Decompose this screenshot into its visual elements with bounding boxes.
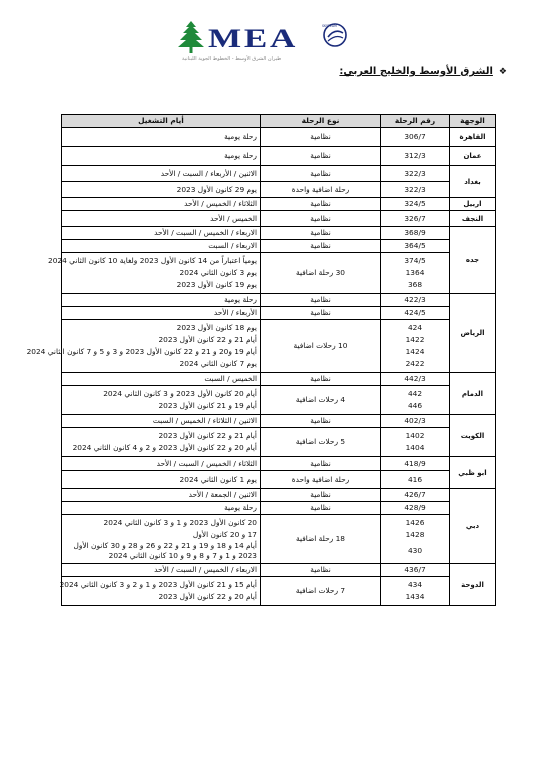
- operating-days-cell: الاثنين / الثلاثاء / الخميس / السبت: [62, 415, 261, 428]
- flight-number: 1364: [405, 268, 425, 277]
- flight-number-cell: [381, 577, 450, 606]
- flight-number-cell: [381, 253, 450, 294]
- operating-days-cell: [62, 515, 261, 564]
- operating-days-line: أيام 20 و 22 كانون الأول 2023: [158, 592, 257, 601]
- flight-type-cell: 10 رحلات اضافية: [261, 320, 381, 373]
- operating-days-cell: الأربعاء / الأحد: [62, 307, 261, 320]
- destination-cell: القاهرة: [450, 128, 496, 147]
- flight-number: 446: [407, 401, 423, 410]
- flight-type-cell: رحلة اضافية واحدة: [261, 471, 381, 489]
- skyteam-label: SKYTEAM: [322, 24, 337, 28]
- flight-type-cell: 7 رحلات اضافية: [261, 577, 381, 606]
- flight-type-cell: نظامية: [261, 457, 381, 471]
- destination-cell: دبي: [450, 489, 496, 564]
- operating-days-cell: يوم 1 كانون الثاني 2024: [62, 471, 261, 489]
- table-row: [62, 320, 496, 373]
- operating-days-line: أيام 19 و20 و 21 و 22 كانون الأول 2023 و 3 و 5 و 7 كانون الثاني 2024: [26, 347, 257, 356]
- table-row: [62, 373, 496, 386]
- flight-number-cell: 418/9: [381, 457, 450, 471]
- flight-number: 1402: [405, 431, 425, 440]
- flight-number-cell: [381, 428, 450, 457]
- flight-type-cell: نظامية: [261, 211, 381, 227]
- flight-type-cell: 4 رحلات اضافية: [261, 386, 381, 415]
- operating-days-line: أيام 21 و 22 كانون الأول 2023: [158, 431, 257, 440]
- operating-days-line: يوم 18 كانون الأول 2023: [176, 323, 257, 332]
- operating-days-line: 17 و 20 كانون الأول: [192, 530, 257, 539]
- table-row: [62, 515, 496, 564]
- operating-days-cell: الاثنين / الأربعاء / السبت / الأحد: [62, 166, 261, 182]
- table-row: [62, 211, 496, 227]
- flight-number-cell: 442/3: [381, 373, 450, 386]
- flight-number-cell: 306/7: [381, 128, 450, 147]
- flight-number-cell: [381, 386, 450, 415]
- destination-cell: عمان: [450, 147, 496, 166]
- operating-days-line: يوم 19 كانون الأول 2023: [176, 280, 257, 289]
- operating-days-line: 20 كانون الأول 2023 و 1 و 3 كانون الثاني 2024: [103, 518, 257, 527]
- flight-number-cell: 312/3: [381, 147, 450, 166]
- flight-number-cell: 416: [381, 471, 450, 489]
- flight-number: 1422: [405, 335, 425, 344]
- flight-type-cell: نظامية: [261, 489, 381, 502]
- table-row: [62, 489, 496, 502]
- flight-type-cell: نظامية: [261, 240, 381, 253]
- flight-type-cell: نظامية: [261, 373, 381, 386]
- section-heading-text: الشرق الأوسط والخليج العربي:: [339, 66, 493, 77]
- header-operating-days: أيام التشغيل: [62, 115, 261, 128]
- flight-type-cell: 5 رحلات اضافية: [261, 428, 381, 457]
- flight-number-cell: 322/3: [381, 166, 450, 182]
- flight-number-cell: 436/7: [381, 564, 450, 577]
- flight-number-cell: 424/5: [381, 307, 450, 320]
- flight-number: 434: [407, 580, 423, 589]
- table-header-row: [62, 115, 496, 128]
- operating-days-cell: الخميس / السبت: [62, 373, 261, 386]
- flight-type-cell: نظامية: [261, 128, 381, 147]
- flight-number-cell: 326/7: [381, 211, 450, 227]
- table-row: [62, 415, 496, 428]
- operating-days-cell: [62, 428, 261, 457]
- operating-days-cell: [26, 320, 261, 373]
- operating-days-cell: الاربعاء / الخميس / السبت / الأحد: [62, 564, 261, 577]
- flight-number: 1404: [405, 443, 425, 452]
- brand-name: [208, 26, 298, 52]
- operating-days-line: يوم 7 كانون الثاني 2024: [179, 359, 257, 368]
- flight-type-cell: نظامية: [261, 198, 381, 211]
- flight-type-cell: نظامية: [261, 502, 381, 515]
- destination-cell: النجف: [450, 211, 496, 227]
- operating-days-cell: [62, 386, 261, 415]
- flight-number: 374/5: [404, 256, 426, 265]
- operating-days-line: أيام 14 و 18 و 19 و 21 و 22 و 26 و 28 و 30 كانون الأول 2023 و 1 و 7 و 8 و 9 و 10 كانون الثاني 2024: [73, 541, 257, 560]
- operating-days-cell: يوم 29 كانون الأول 2023: [62, 182, 261, 198]
- destination-cell: جده: [450, 227, 496, 294]
- flight-number-cell: 324/5: [381, 198, 450, 211]
- flight-number: 2422: [405, 359, 425, 368]
- operating-days-line: أيام 20 كانون الأول 2023 و 3 كانون الثاني 2024: [103, 389, 257, 398]
- flight-type-cell: نظامية: [261, 147, 381, 166]
- operating-days-line: أيام 21 و 22 كانون الأول 2023: [158, 335, 257, 344]
- destination-cell: الرياض: [450, 294, 496, 373]
- section-heading: [339, 66, 507, 77]
- flight-number-cell: 364/5: [381, 240, 450, 253]
- flight-number-cell: 422/3: [381, 294, 450, 307]
- flight-type-cell: 18 رحلة اضافية: [261, 515, 381, 564]
- table-row: [62, 128, 496, 147]
- table-row: [62, 198, 496, 211]
- flight-number-cell: 426/7: [381, 489, 450, 502]
- flight-type-cell: نظامية: [261, 227, 381, 240]
- diamond-bullet-icon: ❖: [498, 66, 507, 77]
- table-row: [62, 457, 496, 471]
- flight-number: 430: [407, 546, 423, 555]
- operating-days-line: يومياً اعتباراً من 14 كانون الأول 2023 ولغاية 10 كانون الثاني 2024: [48, 256, 257, 265]
- operating-days-cell: الثلاثاء / الخميس / السبت / الأحد: [62, 457, 261, 471]
- table-row: [62, 166, 496, 182]
- operating-days-cell: [48, 253, 261, 294]
- brand-tagline: طيران الشرق الأوسط - الخطوط الجوية اللبنانية: [182, 56, 282, 62]
- operating-days-line: أيام 20 و 22 كانون الأول 2023 و 2 و 4 كانون الثاني 2024: [72, 443, 257, 452]
- destination-cell: بغداد: [450, 166, 496, 198]
- flight-schedule-table: [26, 114, 496, 606]
- destination-cell: الدمام: [450, 373, 496, 415]
- destination-cell: اربيل: [450, 198, 496, 211]
- operating-days-cell: الخميس / الأحد: [62, 211, 261, 227]
- operating-days-cell: الاربعاء / الخميس / السبت / الأحد: [62, 227, 261, 240]
- operating-days-cell: [59, 577, 261, 606]
- flight-number-cell: 322/3: [381, 182, 450, 198]
- table-row: [62, 294, 496, 307]
- operating-days-line: أيام 15 و 21 كانون الأول 2023 و 1 و 2 و 3 كانون الثاني 2024: [59, 580, 257, 589]
- table-row: [62, 502, 496, 515]
- flight-number: 442: [407, 389, 423, 398]
- table-row: [62, 564, 496, 577]
- table-row: [62, 471, 496, 489]
- flight-number-cell: [381, 320, 450, 373]
- brand-text: MEA: [208, 24, 299, 53]
- destination-cell: ابو ظبي: [450, 457, 496, 489]
- operating-days-cell: رحلة يومية: [62, 147, 261, 166]
- operating-days-cell: رحلة يومية: [62, 502, 261, 515]
- flight-type-cell: نظامية: [261, 294, 381, 307]
- table-row: [62, 227, 496, 240]
- table-row: [62, 240, 496, 253]
- flight-number-cell: 428/9: [381, 502, 450, 515]
- mea-logo: [176, 20, 366, 64]
- skyteam-icon: [322, 22, 348, 48]
- flight-type-cell: نظامية: [261, 415, 381, 428]
- header-flight-type: نوع الرحلة: [261, 115, 381, 128]
- table-row: [62, 386, 496, 415]
- flight-number: 1428: [405, 530, 425, 539]
- flight-number: 1424: [405, 347, 425, 356]
- operating-days-line: أيام 19 و 21 كانون الأول 2023: [158, 401, 257, 410]
- flight-number-cell: [381, 515, 450, 564]
- flight-type-cell: نظامية: [261, 564, 381, 577]
- table-row: [62, 253, 496, 294]
- operating-days-cell: رحلة يومية: [62, 128, 261, 147]
- flight-number-cell: 402/3: [381, 415, 450, 428]
- destination-cell: الدوحة: [450, 564, 496, 606]
- table-row: [62, 147, 496, 166]
- table-row: [62, 577, 496, 606]
- operating-days-line: يوم 3 كانون الثاني 2024: [179, 268, 257, 277]
- table-row: [62, 428, 496, 457]
- header-destination: الوجهة: [450, 115, 496, 128]
- flight-type-cell: 30 رحلة اضافية: [261, 253, 381, 294]
- operating-days-cell: الاربعاء / السبت: [62, 240, 261, 253]
- flight-type-cell: نظامية: [261, 166, 381, 182]
- flight-number: 1434: [405, 592, 425, 601]
- flight-type-cell: نظامية: [261, 307, 381, 320]
- flight-number-cell: 368/9: [381, 227, 450, 240]
- table-row: [62, 182, 496, 198]
- table-row: [62, 307, 496, 320]
- operating-days-cell: الثلاثاء / الخميس / الأحد: [62, 198, 261, 211]
- flight-number: 368: [407, 280, 423, 289]
- cedar-icon: [176, 20, 206, 54]
- destination-cell: الكويت: [450, 415, 496, 457]
- header-flight-number: رقم الرحلة: [381, 115, 450, 128]
- flight-number: 424: [407, 323, 423, 332]
- flight-number: 1426: [405, 518, 425, 527]
- operating-days-cell: رحلة يومية: [62, 294, 261, 307]
- operating-days-cell: الاثنين / الجمعة / الأحد: [62, 489, 261, 502]
- flight-type-cell: رحلة اضافية واحدة: [261, 182, 381, 198]
